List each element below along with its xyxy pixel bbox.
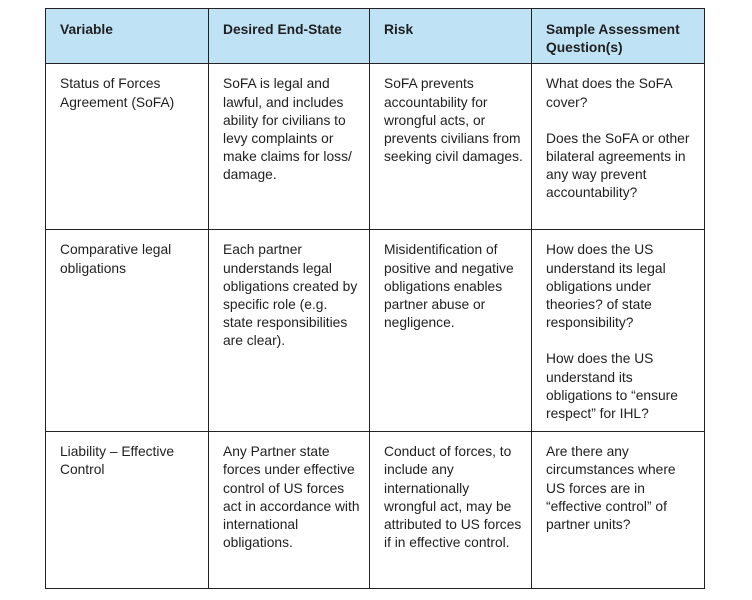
- header-sample-assessment-questions: Sample Assessment Question(s): [532, 9, 705, 64]
- cell-questions: [532, 64, 705, 230]
- cell-variable: Liability – Effective Control: [46, 432, 209, 589]
- assessment-table-container: [45, 8, 705, 589]
- table-row: [46, 230, 705, 432]
- cell-questions: [532, 432, 705, 589]
- cell-variable: Comparative legal obligations: [46, 230, 209, 432]
- question-text: Does the SoFA or other bilateral agreements in any way prevent accountability?: [546, 130, 690, 201]
- cell-desired-end-state: Any Partner state forces under effective control of US forces act in accordance with international obligations.: [209, 432, 370, 589]
- cell-risk: Misidentification of positive and negative obligations enables partner abuse or negligence.: [370, 230, 532, 432]
- question-text: What does the SoFA cover?: [546, 76, 672, 110]
- table-row: [46, 432, 705, 589]
- header-risk: Risk: [370, 9, 532, 64]
- table-row: [46, 64, 705, 230]
- header-variable: Variable: [46, 9, 209, 64]
- cell-variable: Status of Forces Agreement (SoFA): [46, 64, 209, 230]
- assessment-table: [45, 8, 705, 589]
- question-text: Are there any circumstances where US forces are in “effective control” of partner units?: [546, 444, 676, 533]
- table-header-row: [46, 9, 705, 64]
- question-text: How does the US understand its obligations to “ensure respect” for IHL?: [546, 351, 678, 422]
- cell-risk: Conduct of forces, to include any internationally wrongful act, may be attributed to US forces if in effective control.: [370, 432, 532, 589]
- header-desired-end-state: Desired End-State: [209, 9, 370, 64]
- cell-desired-end-state: Each partner understands legal obligations created by specific role (e.g. state responsibilities are clear).: [209, 230, 370, 432]
- question-text: How does the US understand its legal obligations under theories? of state responsibility?: [546, 242, 666, 331]
- cell-desired-end-state: SoFA is legal and lawful, and includes ability for civilians to levy complaints or make claims for loss/ damage.: [209, 64, 370, 230]
- cell-risk: SoFA prevents accountability for wrongful acts, or prevents civilians from seeking civil damages.: [370, 64, 532, 230]
- cell-questions: [532, 230, 705, 432]
